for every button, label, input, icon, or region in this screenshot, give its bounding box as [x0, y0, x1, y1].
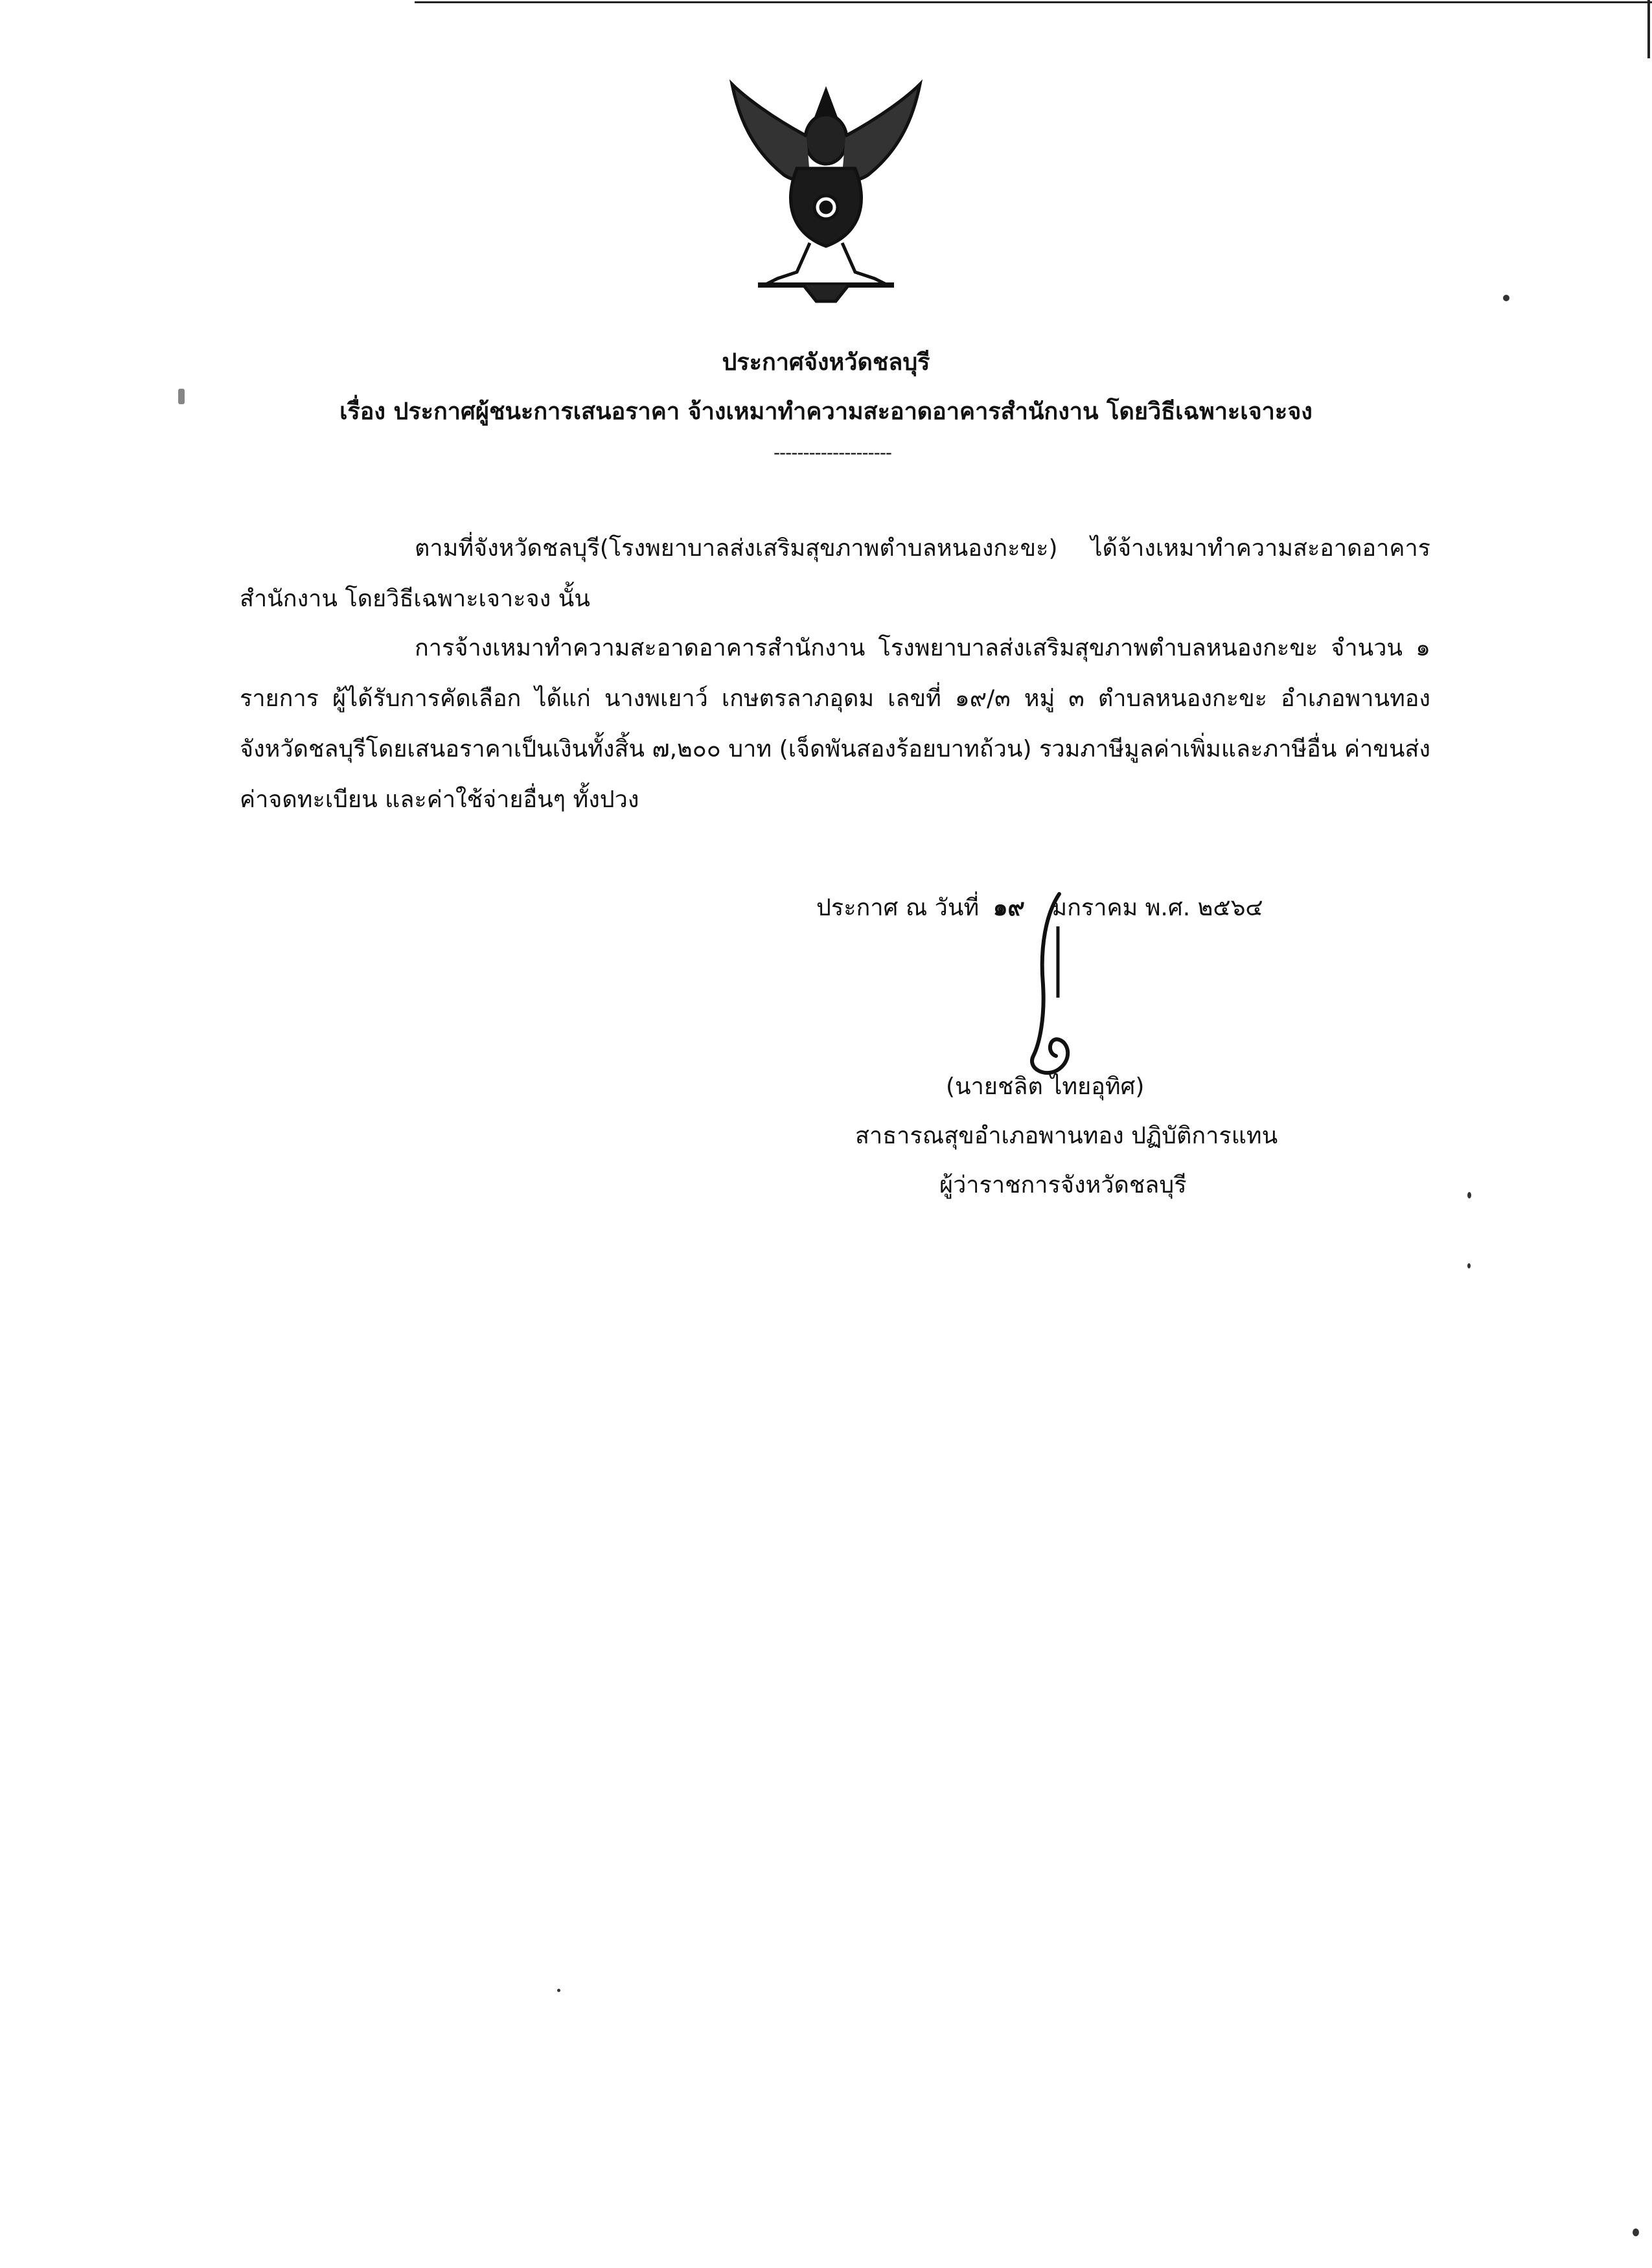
scan-speck — [1467, 1192, 1471, 1198]
signatory-name: (นายชลิต ไทยอุทิศ) — [946, 1073, 1145, 1100]
date-month-year: มกราคม พ.ศ. ๒๕๖๔ — [1051, 895, 1263, 921]
garuda-emblem-icon — [719, 78, 933, 304]
title-rule: -------------------- — [773, 442, 892, 463]
body-paragraph-1: ตามที่จังหวัดชลบุรี(โรงพยาบาลส่งเสริมสุขภาพตำบลหนองกะขะ) ได้จ้างเหมาทำความสะอาดอาคารสำนักงาน โดยวิธีเฉพาะเจาะจง นั้น — [240, 535, 1430, 612]
date-prefix: ประกาศ ณ วันที่ — [816, 895, 980, 921]
document-title: ประกาศจังหวัดชลบุรี — [722, 349, 930, 376]
signatory-position: สาธารณสุขอำเภอพานทอง ปฏิบัติการแทน — [855, 1123, 1278, 1149]
body-paragraph-2: การจ้างเหมาทำความสะอาดอาคารสำนักงาน โรงพยาบาลส่งเสริมสุขภาพตำบลหนองกะขะ จำนวน ๑ รายการ ผู้ได้รับการคัดเลือก ได้แก่ นางพเยาว์ เกษตรลาภอุดม เลขที่ ๑๙/๓ หมู่ ๓ ตำบลหนองกะขะ อำเภอพานทอง จังหวัดชลบุรีโดยเสนอราคาเป็นเงินทั้งสิ้น ๗,๒๐๐ บาท (เจ็ดพันสองร้อยบาทถ้วน) รวมภาษีมูลค่าเพิ่มและภาษีอื่น ค่าขนส่ง ค่าจดทะเบียน และค่าใช้จ่ายอื่นๆ ทั้งปวง — [240, 635, 1431, 813]
handwritten-signature — [1014, 888, 1092, 1082]
scan-speck — [1467, 1263, 1471, 1268]
scan-border-top — [415, 1, 1652, 3]
scan-speck — [557, 1989, 560, 1992]
signatory-position-2: ผู้ว่าราชการจังหวัดชลบุรี — [939, 1172, 1187, 1198]
scan-speck — [1503, 295, 1509, 301]
date-day: ๑๙ — [992, 895, 1025, 921]
scan-speck — [178, 389, 185, 404]
document-subject: เรื่อง ประกาศผู้ชนะการเสนอราคา จ้างเหมาทำความสะอาดอาคารสำนักงาน โดยวิธีเฉพาะเจาะจง — [339, 398, 1313, 425]
scan-border-right — [1647, 0, 1650, 58]
scan-speck — [1633, 2228, 1639, 2236]
